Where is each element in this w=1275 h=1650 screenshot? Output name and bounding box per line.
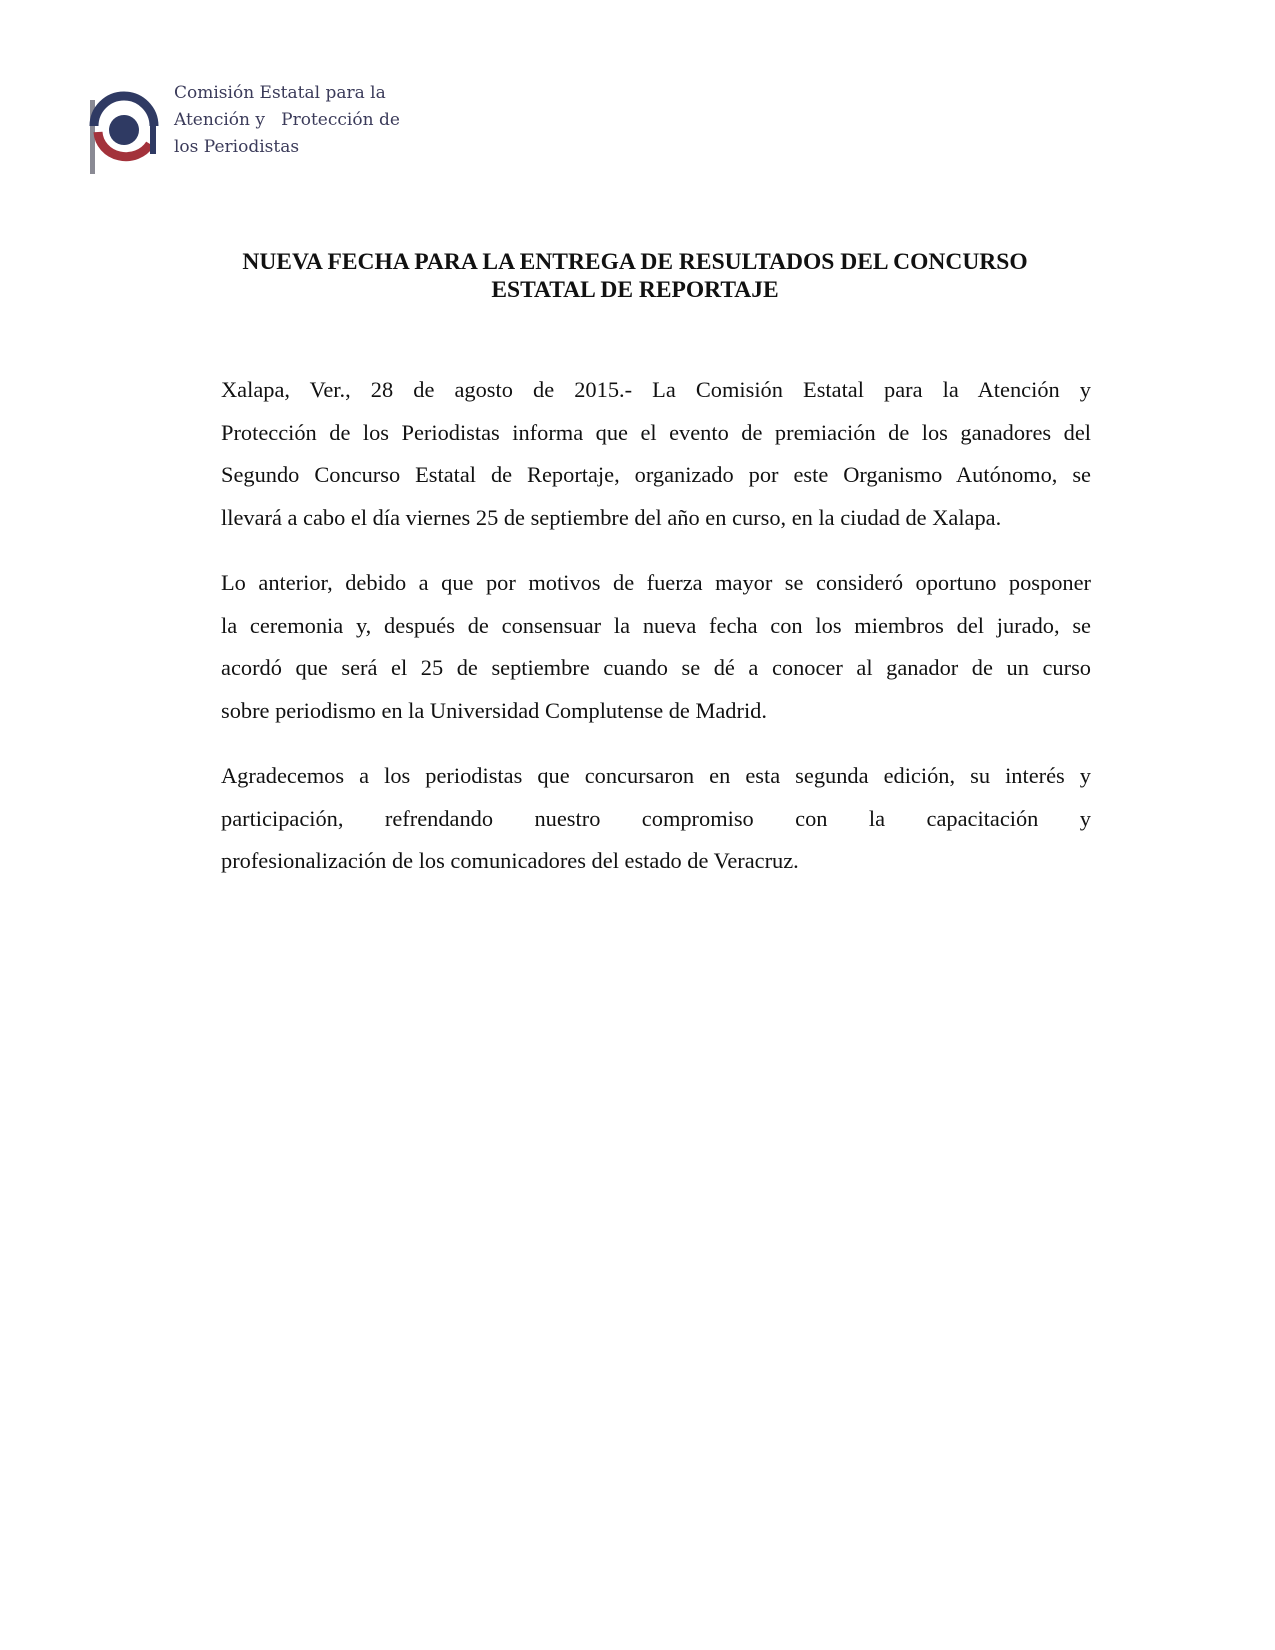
paragraph-line: sobre periodismo en la Universidad Complutense de Madrid. <box>221 697 767 723</box>
paragraph-line: Segundo Concurso Estatal de Reportaje, organizado por este Organismo Autónomo, se <box>221 462 1091 487</box>
logo-inner-disc <box>109 115 139 145</box>
paragraph-announcement <box>221 369 1091 539</box>
organization-name-line: Atención y Protección de <box>174 110 400 130</box>
document-title-line: NUEVA FECHA PARA LA ENTREGA DE RESULTADOS DEL CONCURSO <box>242 249 1028 275</box>
paragraph-line: profesionalización de los comunicadores del estado de Veracruz. <box>221 848 799 873</box>
paragraph-line: Xalapa, Ver., 28 de agosto de 2015.- La Comisión Estatal para la Atención y <box>221 377 1091 402</box>
organization-name <box>174 80 414 161</box>
document-title <box>200 248 1070 304</box>
cepp-logo-icon <box>88 86 164 174</box>
organization-name-line: los Periodistas <box>174 137 300 157</box>
organization-header <box>88 78 408 178</box>
paragraph-line: llevará a cabo el día viernes 25 de septiembre del año en curso, en la ciudad de Xalapa. <box>221 504 1002 530</box>
logo-tail <box>150 124 156 154</box>
paragraph-line: Lo anterior, debido a que por motivos de fuerza mayor se consideró oportuno posponer <box>221 570 1091 595</box>
paragraph-line: Agradecemos a los periodistas que concursaron en esta segunda edición, su interés y <box>221 763 1091 788</box>
paragraph-line: Protección de los Periodistas informa que el evento de premiación de los ganadores del <box>221 419 1091 445</box>
document-body <box>221 369 1091 906</box>
paragraph-line: participación, refrendando nuestro compromiso con la capacitación y <box>221 805 1091 831</box>
document-title-line: ESTATAL DE REPORTAJE <box>491 277 779 303</box>
organization-name-line: Comisión Estatal para la <box>174 83 386 103</box>
paragraph-thanks <box>221 755 1091 883</box>
paragraph-line: acordó que será el 25 de septiembre cuando se dé a conocer al ganador de un curso <box>221 655 1091 680</box>
paragraph-reason <box>221 562 1091 732</box>
paragraph-line: la ceremonia y, después de consensuar la nueva fecha con los miembros del jurado, se <box>221 612 1091 638</box>
